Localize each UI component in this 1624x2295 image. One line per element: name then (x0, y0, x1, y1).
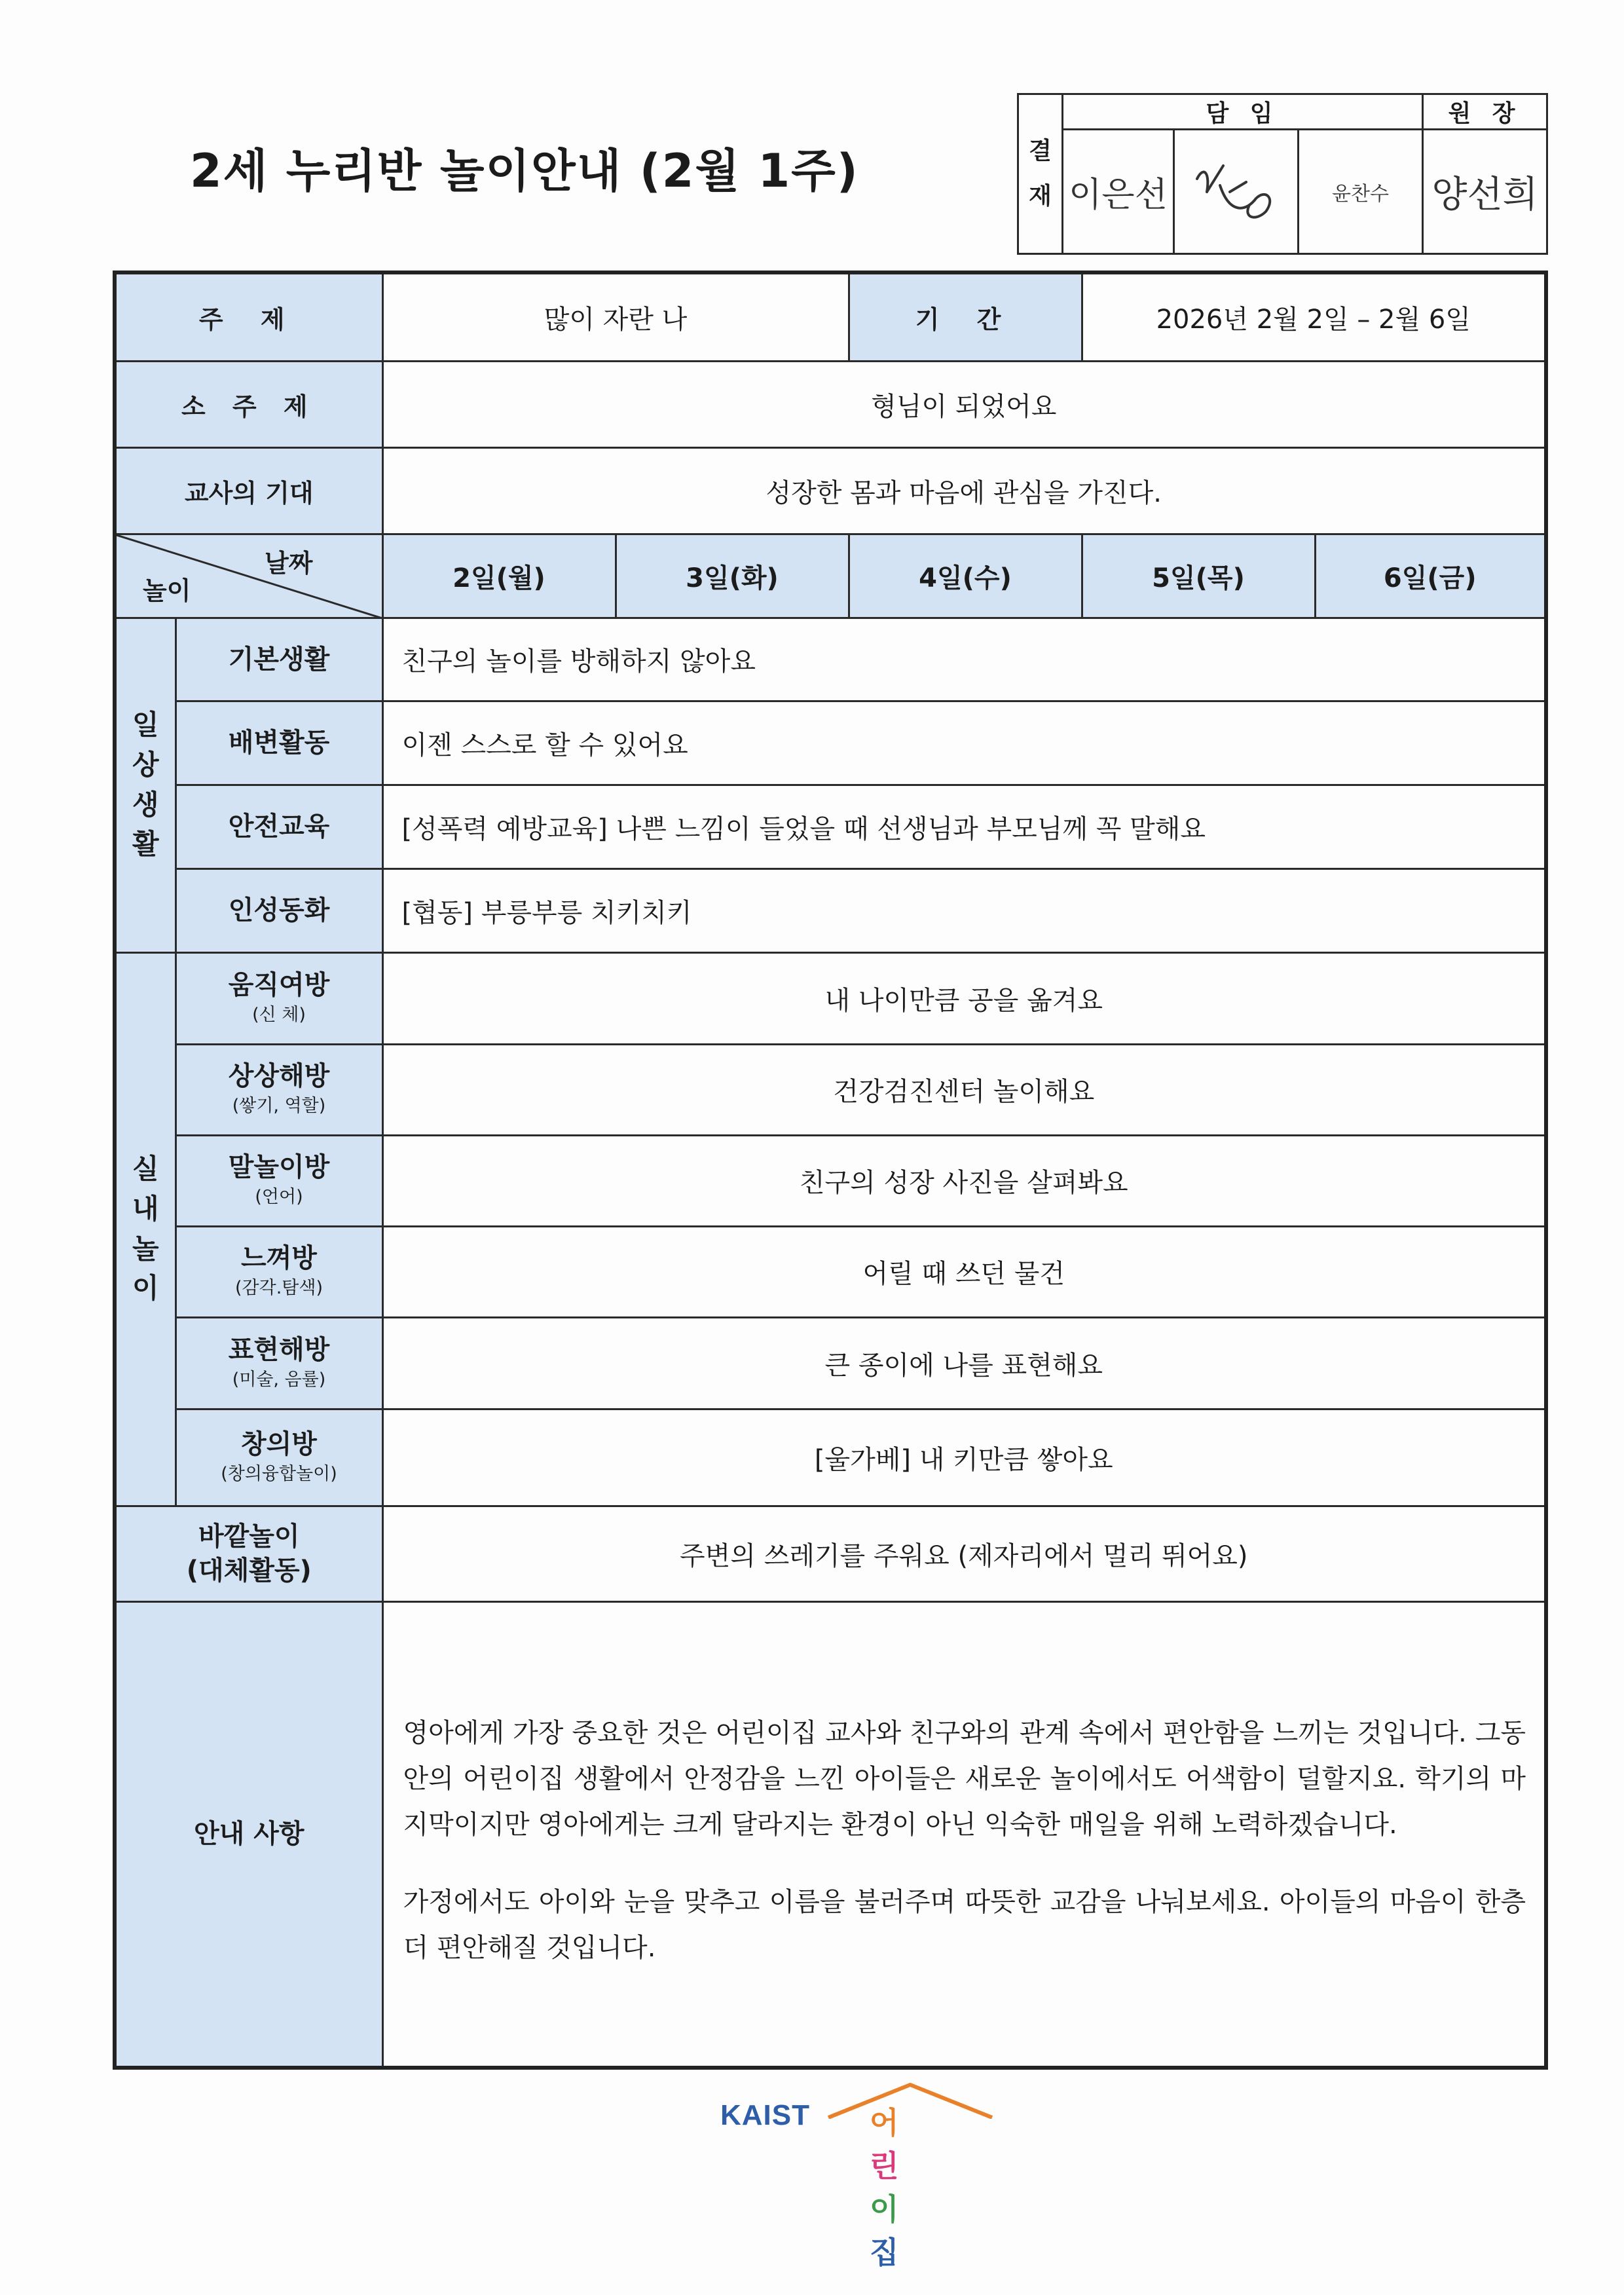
homeroom-header: 담 임 (1063, 94, 1423, 130)
daily-activity: 이젠 스스로 할 수 있어요 (382, 701, 1546, 785)
outdoor-play-label: 바깥놀이 (대체활동) (115, 1506, 382, 1601)
notice-paragraph: 가정에서도 아이와 눈을 맞추고 이름을 불러주며 따뜻한 교감을 나눠보세요. 아이들의 마음이 한층 더 편안해질 것입니다. (403, 1887, 1526, 1964)
theme-label: 주 제 (115, 272, 382, 361)
notice-paragraph: 영아에게 가장 중요한 것은 어린이집 교사와 친구와의 관계 속에서 편안함을 느끼는 것입니다. 그동안의 어린이집 생활에서 안정감을 느낀 아이들은 새로운 놀이에서도 어색함이 덜할지요. 학기의 마지막이지만 영아에게는 크게 달라지는 환경이 아닌 익숙한 매일을 위해 노력하겠습니다. (403, 1718, 1526, 1840)
notice-content (382, 1601, 1546, 2068)
daily-category-label: 기본생활 (175, 618, 382, 701)
outdoor-activity: 주변의 쓰레기를 주워요 (제자리에서 멀리 뛰어요) (382, 1506, 1546, 1601)
approval-box (1017, 93, 1548, 255)
approval-side-label: 결 재 (1018, 94, 1063, 254)
indoor-room-label: 말놀이방 (언어) (175, 1135, 382, 1226)
teacher-expectation-value: 성장한 몸과 마음에 관심을 가진다. (382, 447, 1546, 534)
day-header: 5일(목) (1082, 534, 1315, 618)
indoor-activity: 큰 종이에 나를 표현해요 (382, 1317, 1546, 1409)
signature-cell-2 (1174, 130, 1299, 254)
daily-category-label: 배변활동 (175, 701, 382, 785)
logo-kaist-text: KAIST (720, 2099, 810, 2131)
day-header: 6일(금) (1315, 534, 1546, 618)
logo-daycare-text: 어린이집 (870, 2105, 900, 2270)
indoor-activity: 친구의 성장 사진을 살펴봐요 (382, 1135, 1546, 1226)
house-roof-icon (819, 2080, 1002, 2119)
day-header: 3일(화) (616, 534, 849, 618)
signature-scribble (1184, 153, 1289, 231)
daily-category-label: 안전교육 (175, 785, 382, 868)
indoor-activity: [울가베] 내 키만큼 쌓아요 (382, 1409, 1546, 1506)
indoor-activity: 건강검진센터 놀이해요 (382, 1044, 1546, 1135)
director-header: 원 장 (1423, 94, 1547, 130)
teacher-expectation-label: 교사의 기대 (115, 447, 382, 534)
day-header: 4일(수) (849, 534, 1082, 618)
date-label: 날짜 (265, 548, 313, 578)
indoor-play-group-label: 실 내 놀 이 (115, 952, 175, 1506)
indoor-room-label: 느껴방 (감각.탐색) (175, 1226, 382, 1317)
weekly-plan-table (113, 271, 1548, 2070)
indoor-room-label: 표현해방 (미술, 음률) (175, 1317, 382, 1409)
indoor-activity: 내 나이만큼 공을 옮겨요 (382, 952, 1546, 1044)
daily-activity: [협동] 부릉부릉 치키치키 (382, 868, 1546, 952)
play-label: 놀이 (143, 576, 191, 605)
date-play-corner-cell (115, 534, 382, 618)
daily-activity: 친구의 놀이를 방해하지 않아요 (382, 618, 1546, 701)
subtheme-label: 소 주 제 (115, 361, 382, 447)
daily-life-group-label: 일 상 생 활 (115, 618, 175, 952)
indoor-room-label: 창의방 (창의융합놀이) (175, 1409, 382, 1506)
signature-cell-3: 윤찬수 (1299, 130, 1423, 254)
daily-category-label: 인성동화 (175, 868, 382, 952)
signature-cell-4: 양선희 (1423, 130, 1547, 254)
theme-value: 많이 자란 나 (382, 272, 849, 361)
signature-cell-1: 이은선 (1063, 130, 1174, 254)
indoor-room-label: 움직여방 (신 체) (175, 952, 382, 1044)
day-header: 2일(월) (382, 534, 616, 618)
daily-activity: [성폭력 예방교육] 나쁜 느낌이 들었을 때 선생님과 부모님께 꼭 말해요 (382, 785, 1546, 868)
period-value: 2026년 2월 2일 – 2월 6일 (1082, 272, 1546, 361)
indoor-room-label: 상상해방 (쌓기, 역할) (175, 1044, 382, 1135)
notice-label: 안내 사항 (115, 1601, 382, 2068)
page-title: 2세 누리반 놀이안내 (2월 1주) (190, 144, 859, 198)
subtheme-value: 형님이 되었어요 (382, 361, 1546, 447)
indoor-activity: 어릴 때 쓰던 물건 (382, 1226, 1546, 1317)
period-label: 기 간 (849, 272, 1082, 361)
